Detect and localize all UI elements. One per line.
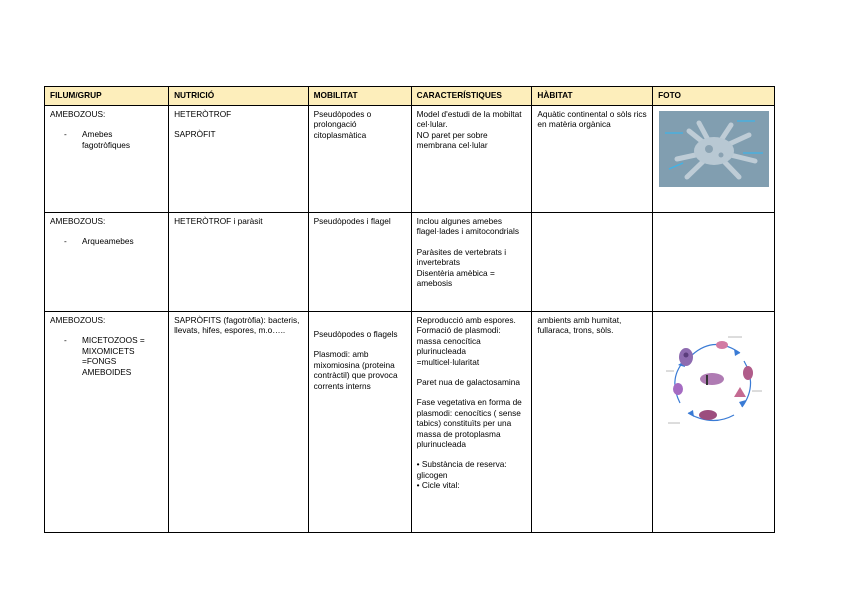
group-label: AMEBOZOUS: xyxy=(50,315,106,325)
header-caracteristiques: CARACTERÍSTIQUES xyxy=(411,87,532,106)
habitat-text: ambients amb humitat, fullaraca, trons, sòls. xyxy=(537,315,622,336)
nutrition-line: SAPRÒFITS (fagotròfia): bacteris, llevats, hifes, espores, m.o….. xyxy=(174,315,300,336)
mobility-line: Pseudòpodes o flagels xyxy=(313,329,398,339)
group-cell xyxy=(45,213,169,312)
mobility-line: Pseudòpodes o prolongació citoplasmàtica xyxy=(313,109,372,140)
photo-cell xyxy=(653,213,775,312)
characteristics-line: Inclou algunes amebes flagel·lades i amitocondrials xyxy=(416,216,520,237)
group-cell xyxy=(45,312,169,533)
header-foto: FOTO xyxy=(653,87,775,106)
mobility-line: Plasmodi: amb mixomiosina (proteina contràctil) que provoca corrents interns xyxy=(313,349,398,391)
subgroup-line: MIXOMICETS xyxy=(82,345,135,356)
characteristics-line: • Cicle vital: xyxy=(416,480,460,491)
subgroup-line: =FONGS xyxy=(82,356,117,367)
subgroup-line: Arqueamebes xyxy=(82,236,134,247)
characteristics-line: Paràsites de vertebrats i invertebrats xyxy=(416,246,507,268)
dash-marker: - xyxy=(64,129,67,140)
characteristics-line: NO paret per sobre membrana cel·lular xyxy=(416,129,488,151)
group-label: AMEBOZOUS: xyxy=(50,109,106,119)
mobility-line: Pseudòpodes i flagel xyxy=(313,216,391,226)
characteristics-line: Reproducció amb espores. Formació de plasmodi: massa cenocítica plurinucleada =multicel·lularitat xyxy=(416,315,516,367)
subgroup-line: AMEBOIDES xyxy=(82,366,132,377)
mobility-cell xyxy=(308,312,411,533)
table-row xyxy=(45,106,775,213)
nutrition-cell xyxy=(169,213,309,312)
nutrition-cell xyxy=(169,106,309,213)
photo-cell xyxy=(653,106,775,213)
slime-mold-life-cycle-diagram xyxy=(662,327,766,431)
habitat-cell xyxy=(532,106,653,213)
protist-table xyxy=(44,86,775,533)
photo-cell xyxy=(653,312,775,533)
subgroup-line: fagotròfiques xyxy=(82,139,130,150)
nutrition-line: SAPRÒFIT xyxy=(174,129,216,140)
characteristics-cell xyxy=(411,213,532,312)
characteristics-line: Fase vegetativa en forma de plasmodi: cenocítics ( sense tabics) constituïts per una massa de protoplasma plurinucleada xyxy=(416,397,522,450)
characteristics-cell xyxy=(411,312,532,533)
table-row xyxy=(45,213,775,312)
characteristics-cell xyxy=(411,106,532,213)
mobility-cell xyxy=(308,106,411,213)
dash-marker: - xyxy=(64,236,67,247)
characteristics-line: • Substància de reserva: glicogen xyxy=(416,459,507,480)
nutrition-cell xyxy=(169,312,309,533)
amoeba-photo xyxy=(659,111,769,187)
habitat-cell xyxy=(532,312,653,533)
group-cell xyxy=(45,106,169,213)
nutrition-line: HETERÒTROF i paràsit xyxy=(174,216,263,226)
header-habitat: HÀBITAT xyxy=(532,87,653,106)
header-row xyxy=(45,87,775,106)
characteristics-line: Model d'estudi de la mobiltat cel·lular. xyxy=(416,109,522,130)
group-label: AMEBOZOUS: xyxy=(50,216,106,226)
subgroup-line: Amebes xyxy=(82,129,113,140)
header-filum: FILUM/GRUP xyxy=(45,87,169,106)
nutrition-line: HETERÒTROF xyxy=(174,109,232,119)
table-row xyxy=(45,312,775,533)
characteristics-line: Disentèria amèbica = amebosis xyxy=(416,267,495,289)
dash-marker: - xyxy=(64,335,67,346)
mobility-cell xyxy=(308,213,411,312)
habitat-cell xyxy=(532,213,653,312)
characteristics-line: Paret nua de galactosamina xyxy=(416,377,520,388)
header-nutricio: NUTRICIÓ xyxy=(169,87,309,106)
habitat-text: Aquàtic continental o sòls rics en matèria orgànica xyxy=(537,109,647,130)
subgroup-line: MICETOZOOS = xyxy=(82,335,145,346)
header-mobilitat: MOBILITAT xyxy=(308,87,411,106)
